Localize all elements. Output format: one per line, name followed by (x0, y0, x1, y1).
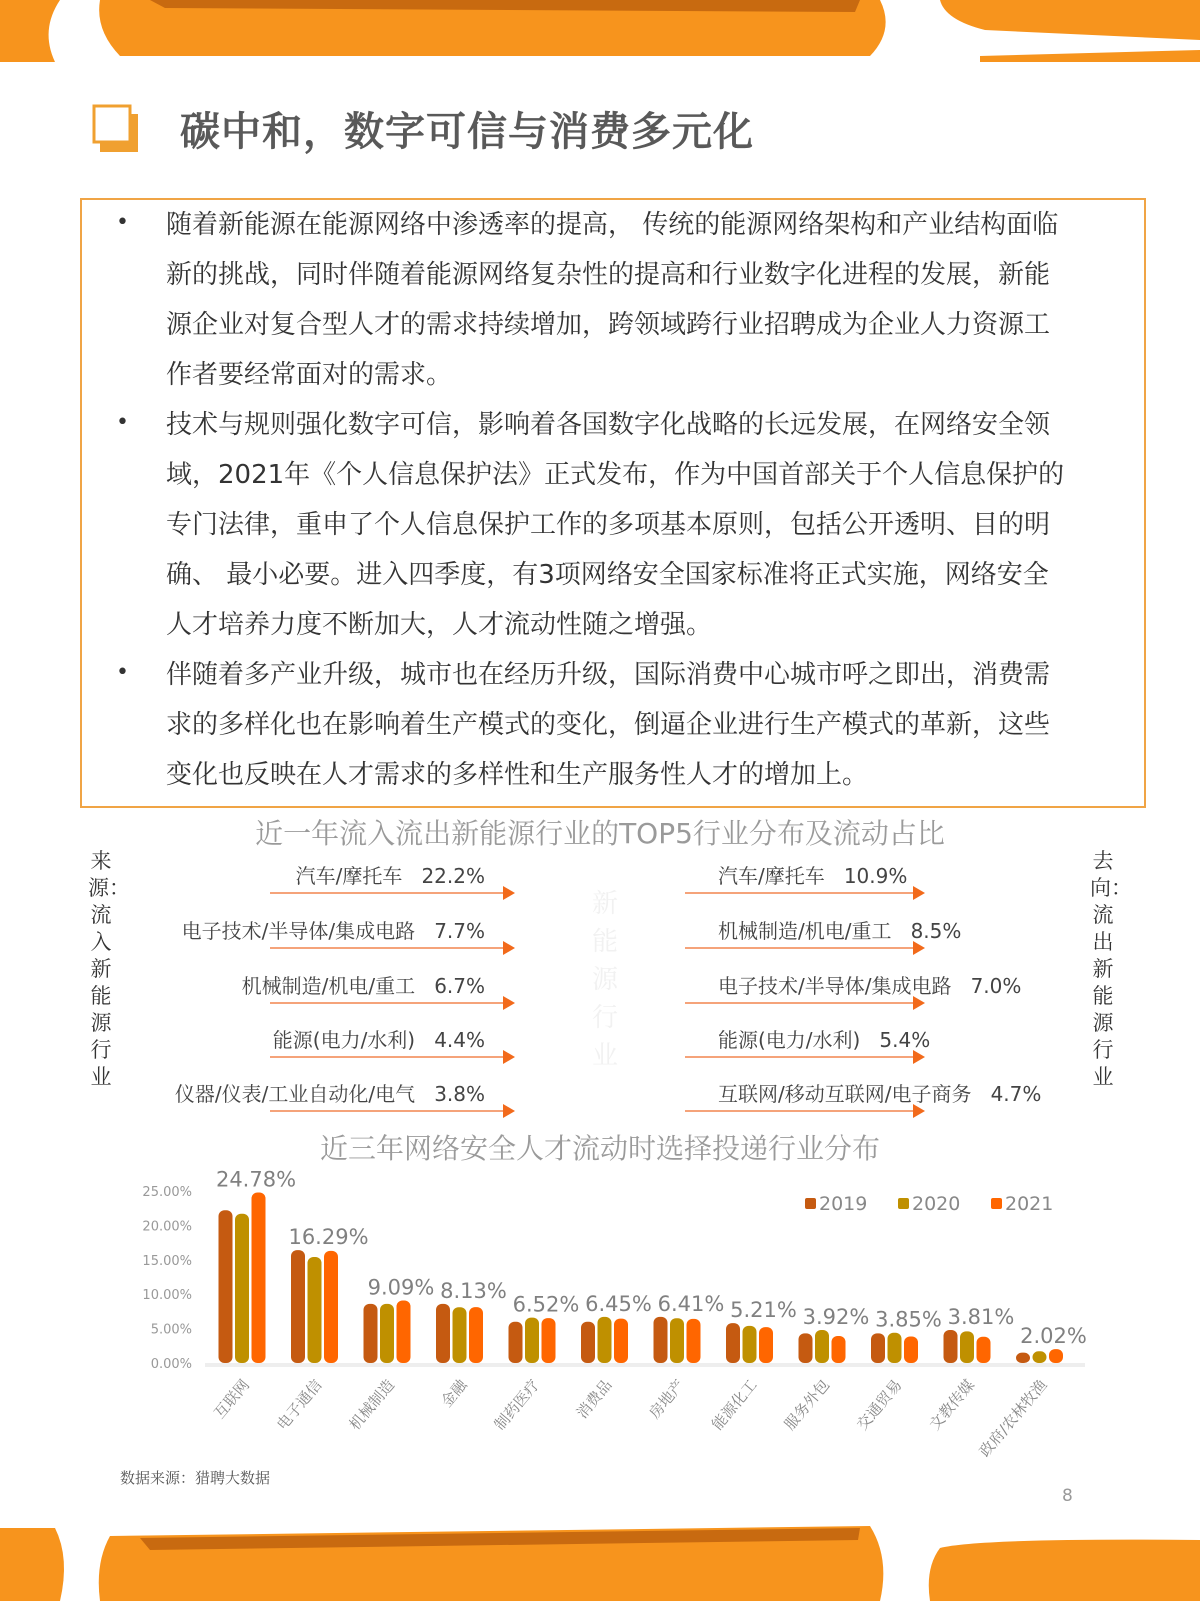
data-label: 3.81% (947, 1304, 1015, 1329)
y-tick-label: 15.00% (142, 1253, 192, 1269)
bar-2019 (1016, 1353, 1030, 1363)
inflow-industry: 仪器/仪表/工业自动化/电气 (174, 1082, 416, 1106)
inflow-arrow-icon (270, 1002, 505, 1004)
bar-2021 (759, 1327, 773, 1363)
inflow-side-label: 来源：流入新能源行业 (88, 849, 130, 1089)
inflow-item (273, 1024, 485, 1053)
inflow-arrow-icon (270, 1110, 505, 1112)
outflow-pct: 8.5% (910, 919, 962, 943)
bar-2019 (436, 1304, 450, 1363)
bar-2021 (904, 1337, 918, 1363)
bar-2021 (977, 1337, 991, 1363)
data-label: 6.41% (657, 1291, 725, 1316)
inflow-arrow-icon (270, 892, 505, 894)
title-square-icon (92, 104, 142, 154)
outflow-item (718, 970, 1021, 999)
inflow-item (296, 860, 485, 889)
flow-chart-title: 近一年流入流出新能源行业的TOP5行业分布及流动占比 (255, 817, 945, 850)
center-watermark: 新能源行业 (591, 889, 618, 1071)
outflow-pct: 4.7% (990, 1082, 1042, 1106)
y-tick-label: 10.00% (142, 1288, 192, 1304)
inflow-pct: 3.8% (434, 1082, 485, 1106)
bar-2020 (670, 1318, 684, 1363)
bar-2021 (614, 1319, 628, 1363)
outflow-pct: 10.9% (843, 864, 908, 888)
bar-2020 (960, 1331, 974, 1363)
category-label: 机械制造 (345, 1376, 399, 1434)
outflow-side-label: 去向：流出新能源行业 (1090, 849, 1132, 1089)
outflow-industry: 电子技术/半导体/集成电路 (718, 974, 952, 998)
inflow-arrow-icon (270, 947, 505, 949)
bar-2020 (743, 1326, 757, 1363)
bar-2020 (380, 1304, 394, 1363)
bullet-paragraph-2: 技术与规则强化数字可信，影响着各国数字化战略的长远发展，在网络安全领域，2021年《个人信息保护法》正式发布，作为中国首部关于个人信息保护的专门法律，重申了个人信息保护工作的多项基本原则，包括公开透明、目的明确、 最小必要。进入四季度，有3项网络安全国家标准将正式实施，网络安全人才培养力度不断加大，人才流动性随之增强。 (166, 410, 1065, 640)
outflow-industry: 能源(电力/水利) (718, 1028, 861, 1052)
inflow-item (182, 915, 485, 944)
outflow-pct: 5.4% (879, 1028, 931, 1052)
data-label: 6.52% (512, 1292, 580, 1317)
bar-2020 (525, 1318, 539, 1363)
inflow-pct: 7.7% (434, 919, 485, 943)
inflow-pct: 4.4% (434, 1028, 485, 1052)
legend-label: 2021 (1005, 1193, 1054, 1215)
outflow-item (718, 1024, 930, 1053)
inflow-industry: 能源(电力/水利) (272, 1028, 416, 1052)
category-label: 制药医疗 (490, 1376, 544, 1434)
bar-2020 (815, 1330, 829, 1363)
bar-2021 (1049, 1349, 1063, 1363)
outflow-arrow-icon (685, 1002, 915, 1004)
bar-2019 (944, 1330, 958, 1363)
outflow-item (718, 915, 961, 944)
bar-2020 (235, 1214, 249, 1363)
bullet-paragraph-3: 伴随着多产业升级，城市也在经历升级，国际消费中心城市呼之即出，消费需求的多样化也在影响着生产模式的变化，倒逼企业进行生产模式的革新，这些变化也反映在人才需求的多样性和生产服务性人才的增加上。 (166, 660, 1051, 790)
bar-2019 (509, 1322, 523, 1363)
data-label: 2.02% (1020, 1324, 1087, 1349)
bar-2020 (598, 1317, 612, 1363)
inflow-industry: 机械制造/机电/重工 (241, 974, 416, 998)
outflow-arrow-icon (685, 1056, 915, 1058)
bar-2019 (799, 1333, 813, 1363)
category-label: 房地产 (645, 1376, 689, 1423)
legend-swatch-2020 (898, 1198, 909, 1209)
inflow-industry: 电子技术/半导体/集成电路 (181, 919, 416, 943)
y-tick-label: 0.00% (150, 1357, 192, 1372)
outflow-industry: 机械制造/机电/重工 (718, 919, 892, 943)
outflow-arrow-icon (685, 1110, 915, 1112)
bar-2019 (654, 1317, 668, 1363)
y-tick-label: 20.00% (142, 1219, 192, 1235)
bar-2019 (219, 1210, 233, 1363)
bar-2020 (888, 1333, 902, 1363)
category-label: 能源化工 (708, 1376, 761, 1434)
bullet-marker: • (116, 410, 129, 435)
inflow-item (175, 1078, 485, 1107)
data-source: 数据来源：猎聘大数据 (120, 1469, 271, 1487)
bar-2021 (252, 1193, 266, 1363)
category-label: 文教传媒 (925, 1376, 979, 1434)
bullet-marker: • (116, 210, 129, 235)
outflow-arrow-icon (685, 892, 915, 894)
bar-2020 (1033, 1351, 1047, 1363)
legend-swatch-2021 (991, 1198, 1002, 1209)
outflow-pct: 7.0% (970, 974, 1022, 998)
bullet-paragraph-1: 随着新能源在能源网络中渗透率的提高， 传统的能源网络架构和产业结构面临新的挑战，同时伴随着能源网络复杂性的提高和行业数字化进程的发展，新能源企业对复合型人才的需求持续增加，跨领域跨行业招聘成为企业人力资源工作者要经常面对的需求。 (166, 210, 1059, 390)
data-label: 9.09% (367, 1275, 435, 1300)
inflow-pct: 22.2% (421, 864, 485, 888)
legend-label: 2020 (912, 1193, 961, 1215)
y-tick-label: 25.00% (142, 1185, 192, 1200)
bar-chart-title: 近三年网络安全人才流动时选择投递行业分布 (319, 1132, 880, 1165)
bar-2021 (469, 1307, 483, 1363)
page-number: 8 (1062, 1486, 1073, 1506)
bar-chart (0, 1160, 1200, 1470)
data-label: 3.92% (802, 1304, 870, 1329)
category-label: 交通贸易 (853, 1376, 906, 1434)
category-label: 金融 (437, 1376, 471, 1411)
summary-box (80, 198, 1146, 808)
top-banner-decoration (0, 0, 1200, 62)
inflow-item (242, 970, 485, 999)
bar-2020 (308, 1257, 322, 1363)
bottom-banner-decoration (0, 1518, 1200, 1601)
bar-2020 (453, 1307, 467, 1363)
bar-2019 (726, 1323, 740, 1363)
bar-2021 (687, 1319, 701, 1363)
category-label: 政府/农林牧渔 (975, 1376, 1051, 1461)
category-label: 服务外包 (780, 1376, 834, 1434)
bar-2021 (832, 1336, 846, 1363)
bar-2019 (581, 1322, 595, 1363)
data-label: 16.29% (288, 1225, 369, 1250)
outflow-industry: 汽车/摩托车 (718, 864, 825, 888)
y-tick-label: 5.00% (150, 1322, 192, 1338)
category-label: 电子通信 (273, 1376, 326, 1434)
bar-2021 (397, 1300, 411, 1363)
data-label: 6.45% (585, 1291, 652, 1316)
outflow-item (718, 860, 907, 889)
inflow-arrow-icon (270, 1056, 505, 1058)
bar-2019 (871, 1333, 885, 1363)
legend-swatch-2019 (805, 1198, 816, 1209)
bar-2019 (291, 1250, 305, 1363)
data-label: 3.85% (875, 1307, 942, 1332)
data-label: 24.78% (215, 1167, 297, 1192)
inflow-industry: 汽车/摩托车 (295, 864, 403, 888)
data-label: 5.21% (730, 1298, 797, 1323)
bullet-marker: • (116, 660, 129, 685)
outflow-industry: 互联网/移动互联网/电子商务 (718, 1082, 972, 1106)
outflow-arrow-icon (685, 947, 915, 949)
bar-2021 (324, 1251, 338, 1363)
legend-label: 2019 (819, 1193, 868, 1215)
bar-2021 (542, 1318, 556, 1363)
category-label: 消费品 (572, 1376, 616, 1423)
outflow-item (718, 1078, 1041, 1107)
category-label: 互联网 (210, 1376, 254, 1423)
data-label: 8.13% (440, 1278, 507, 1303)
x-axis-line (205, 1363, 1085, 1367)
inflow-pct: 6.7% (434, 974, 485, 998)
page-title: 碳中和，数字可信与消费多元化 (180, 109, 754, 155)
bar-2019 (364, 1304, 378, 1363)
